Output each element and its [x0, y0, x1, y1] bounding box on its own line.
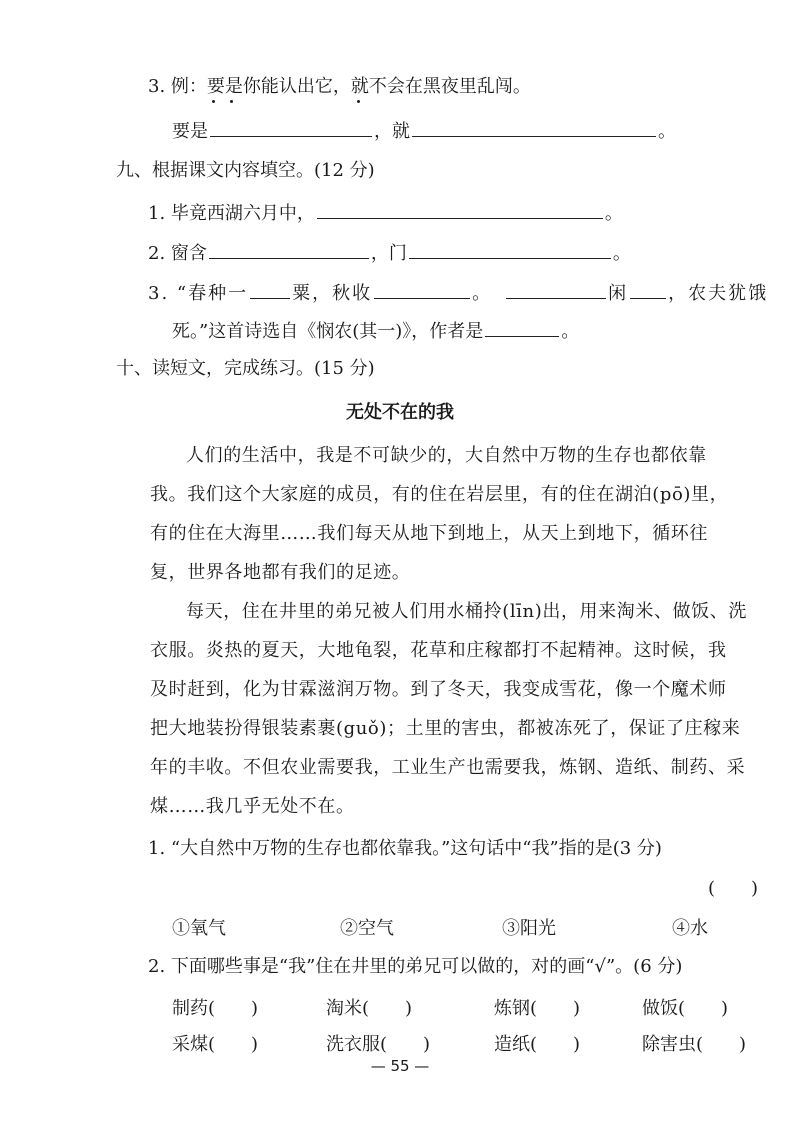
article-paragraph-2: [150, 592, 776, 826]
task-medicine[interactable]: 制药( ): [172, 998, 259, 1019]
para1-line-3: 有的住在大海里……我们每天从地下到地上，从天上到地下，循环往: [150, 523, 708, 544]
blank-s9-1[interactable]: [317, 200, 603, 219]
keyword-yaoshi: 要是: [206, 76, 243, 97]
section-9-header: 九、根据课文内容填空。(12 分): [116, 160, 375, 181]
article-title: 无处不在的我: [346, 402, 454, 423]
para2-line-4: 把大地装扮得银装素裹(guǒ)；土里的害虫，都被冻死了，保证了庄稼来: [150, 718, 741, 739]
q2-row-2: [0, 1030, 800, 1056]
para1-line-1: 人们的生活中，我是不可缺少的，大自然中万物的生存也都依靠: [186, 445, 707, 466]
s9-item1-text: 1. 毕竟西湖六月中，: [148, 203, 315, 224]
s9-item-2: [148, 240, 631, 267]
task-laundry[interactable]: 洗衣服( ): [326, 1034, 431, 1055]
s9-item2-text: 2. 窗含: [148, 243, 207, 264]
s9-item2-mid: ，门: [370, 243, 407, 264]
s9-item1-end: 。: [604, 203, 623, 224]
option-air[interactable]: ②空气: [340, 918, 394, 939]
blank-s9-3b[interactable]: [374, 280, 470, 299]
q3-fill-end: 。: [658, 121, 676, 142]
task-paper[interactable]: 造纸( ): [494, 1034, 581, 1055]
q3-text-d: 不会在黑夜里乱闯。: [368, 76, 531, 97]
section-10-header: 十、读短文，完成练习。(15 分): [116, 358, 375, 379]
s9-item-3-line2: [172, 318, 579, 345]
q3-fill-label-a: 要是: [172, 121, 208, 142]
para1-line-4: 复，世界各地都有我们的足迹。: [150, 562, 411, 583]
q3-fill-line: [172, 118, 676, 145]
q3-text-b: 你能认出它，: [242, 76, 351, 97]
blank-s9-2a[interactable]: [209, 240, 369, 259]
blank-s9-3d[interactable]: [630, 280, 666, 299]
q2-row-1: [0, 994, 800, 1020]
page-number: — 55 —: [370, 1057, 430, 1075]
para1-line-2: 我。我们这个大家庭的成员，有的住在岩层里，有的住在湖泊(pō)里，: [150, 484, 729, 505]
task-wash-rice[interactable]: 淘米( ): [326, 998, 413, 1019]
s9-item2-end: 。: [612, 243, 631, 264]
task-coal[interactable]: 采煤( ): [172, 1034, 259, 1055]
blank-s9-3c[interactable]: [506, 280, 606, 299]
para2-line-5: 年的丰收。不但农业需要我，工业生产也需要我，炼钢、造纸、制药、采: [150, 757, 746, 778]
option-sunlight[interactable]: ③阳光: [502, 918, 556, 939]
s9-item3-c: 。: [472, 283, 493, 304]
option-water[interactable]: ④水: [672, 918, 708, 939]
para2-line-6: 煤……我几乎无处不在。: [150, 796, 355, 817]
s9-item3-e: ，农夫犹饿: [668, 283, 769, 304]
blank-s9-3e[interactable]: [485, 318, 559, 337]
keyword-jiu: 就: [350, 76, 369, 97]
s9-item3-line2-end: 。: [561, 321, 580, 342]
task-cook[interactable]: 做饭( ): [642, 998, 729, 1019]
q3-fill-label-b: ，就: [374, 121, 410, 142]
s9-item-1: [148, 200, 623, 227]
s10-question-1: 1. “大自然中万物的生存也都依靠我。”这句话中“我”指的是(3 分): [148, 838, 662, 859]
s9-item3-b: 粟，秋收: [292, 283, 373, 304]
article-paragraph-1: [150, 436, 776, 592]
blank-s9-3a[interactable]: [250, 280, 290, 299]
q3-label: 3. 例：: [148, 76, 207, 97]
s9-item3-line2-text: 死。”这首诗选自《悯农(其一)》，作者是: [172, 321, 484, 342]
task-steel[interactable]: 炼钢( ): [494, 998, 581, 1019]
q1-answer-paren[interactable]: ( ): [708, 878, 759, 899]
s9-item3-a: 3. “春种一: [148, 283, 249, 304]
s9-item3-d: 闲: [608, 283, 629, 304]
s10-question-2: 2. 下面哪些事是“我”住在井里的弟兄可以做的，对的画“√”。(6 分): [148, 956, 683, 977]
para2-line-1: 每天，住在井里的弟兄被人们用水桶拎(līn)出，用来淘米、做饭、洗: [186, 601, 747, 622]
q3-example-line: [148, 74, 531, 100]
blank-s9-2b[interactable]: [409, 240, 611, 259]
para2-line-2: 衣服。炎热的夏天，大地龟裂，花草和庄稼都打不起精神。这时候，我: [150, 640, 727, 661]
para2-line-3: 及时赶到，化为甘霖滋润万物。到了冬天，我变成雪花，像一个魔术师: [150, 679, 727, 700]
s9-item-3: [148, 280, 768, 307]
option-oxygen[interactable]: ①氧气: [172, 918, 226, 939]
emphasis-yaoshi: [207, 76, 243, 97]
q1-options: [0, 914, 800, 940]
blank-q3-a[interactable]: [210, 118, 372, 137]
emphasis-jiu: [351, 76, 369, 97]
task-pest[interactable]: 除害虫( ): [642, 1034, 747, 1055]
blank-q3-b[interactable]: [412, 118, 656, 137]
